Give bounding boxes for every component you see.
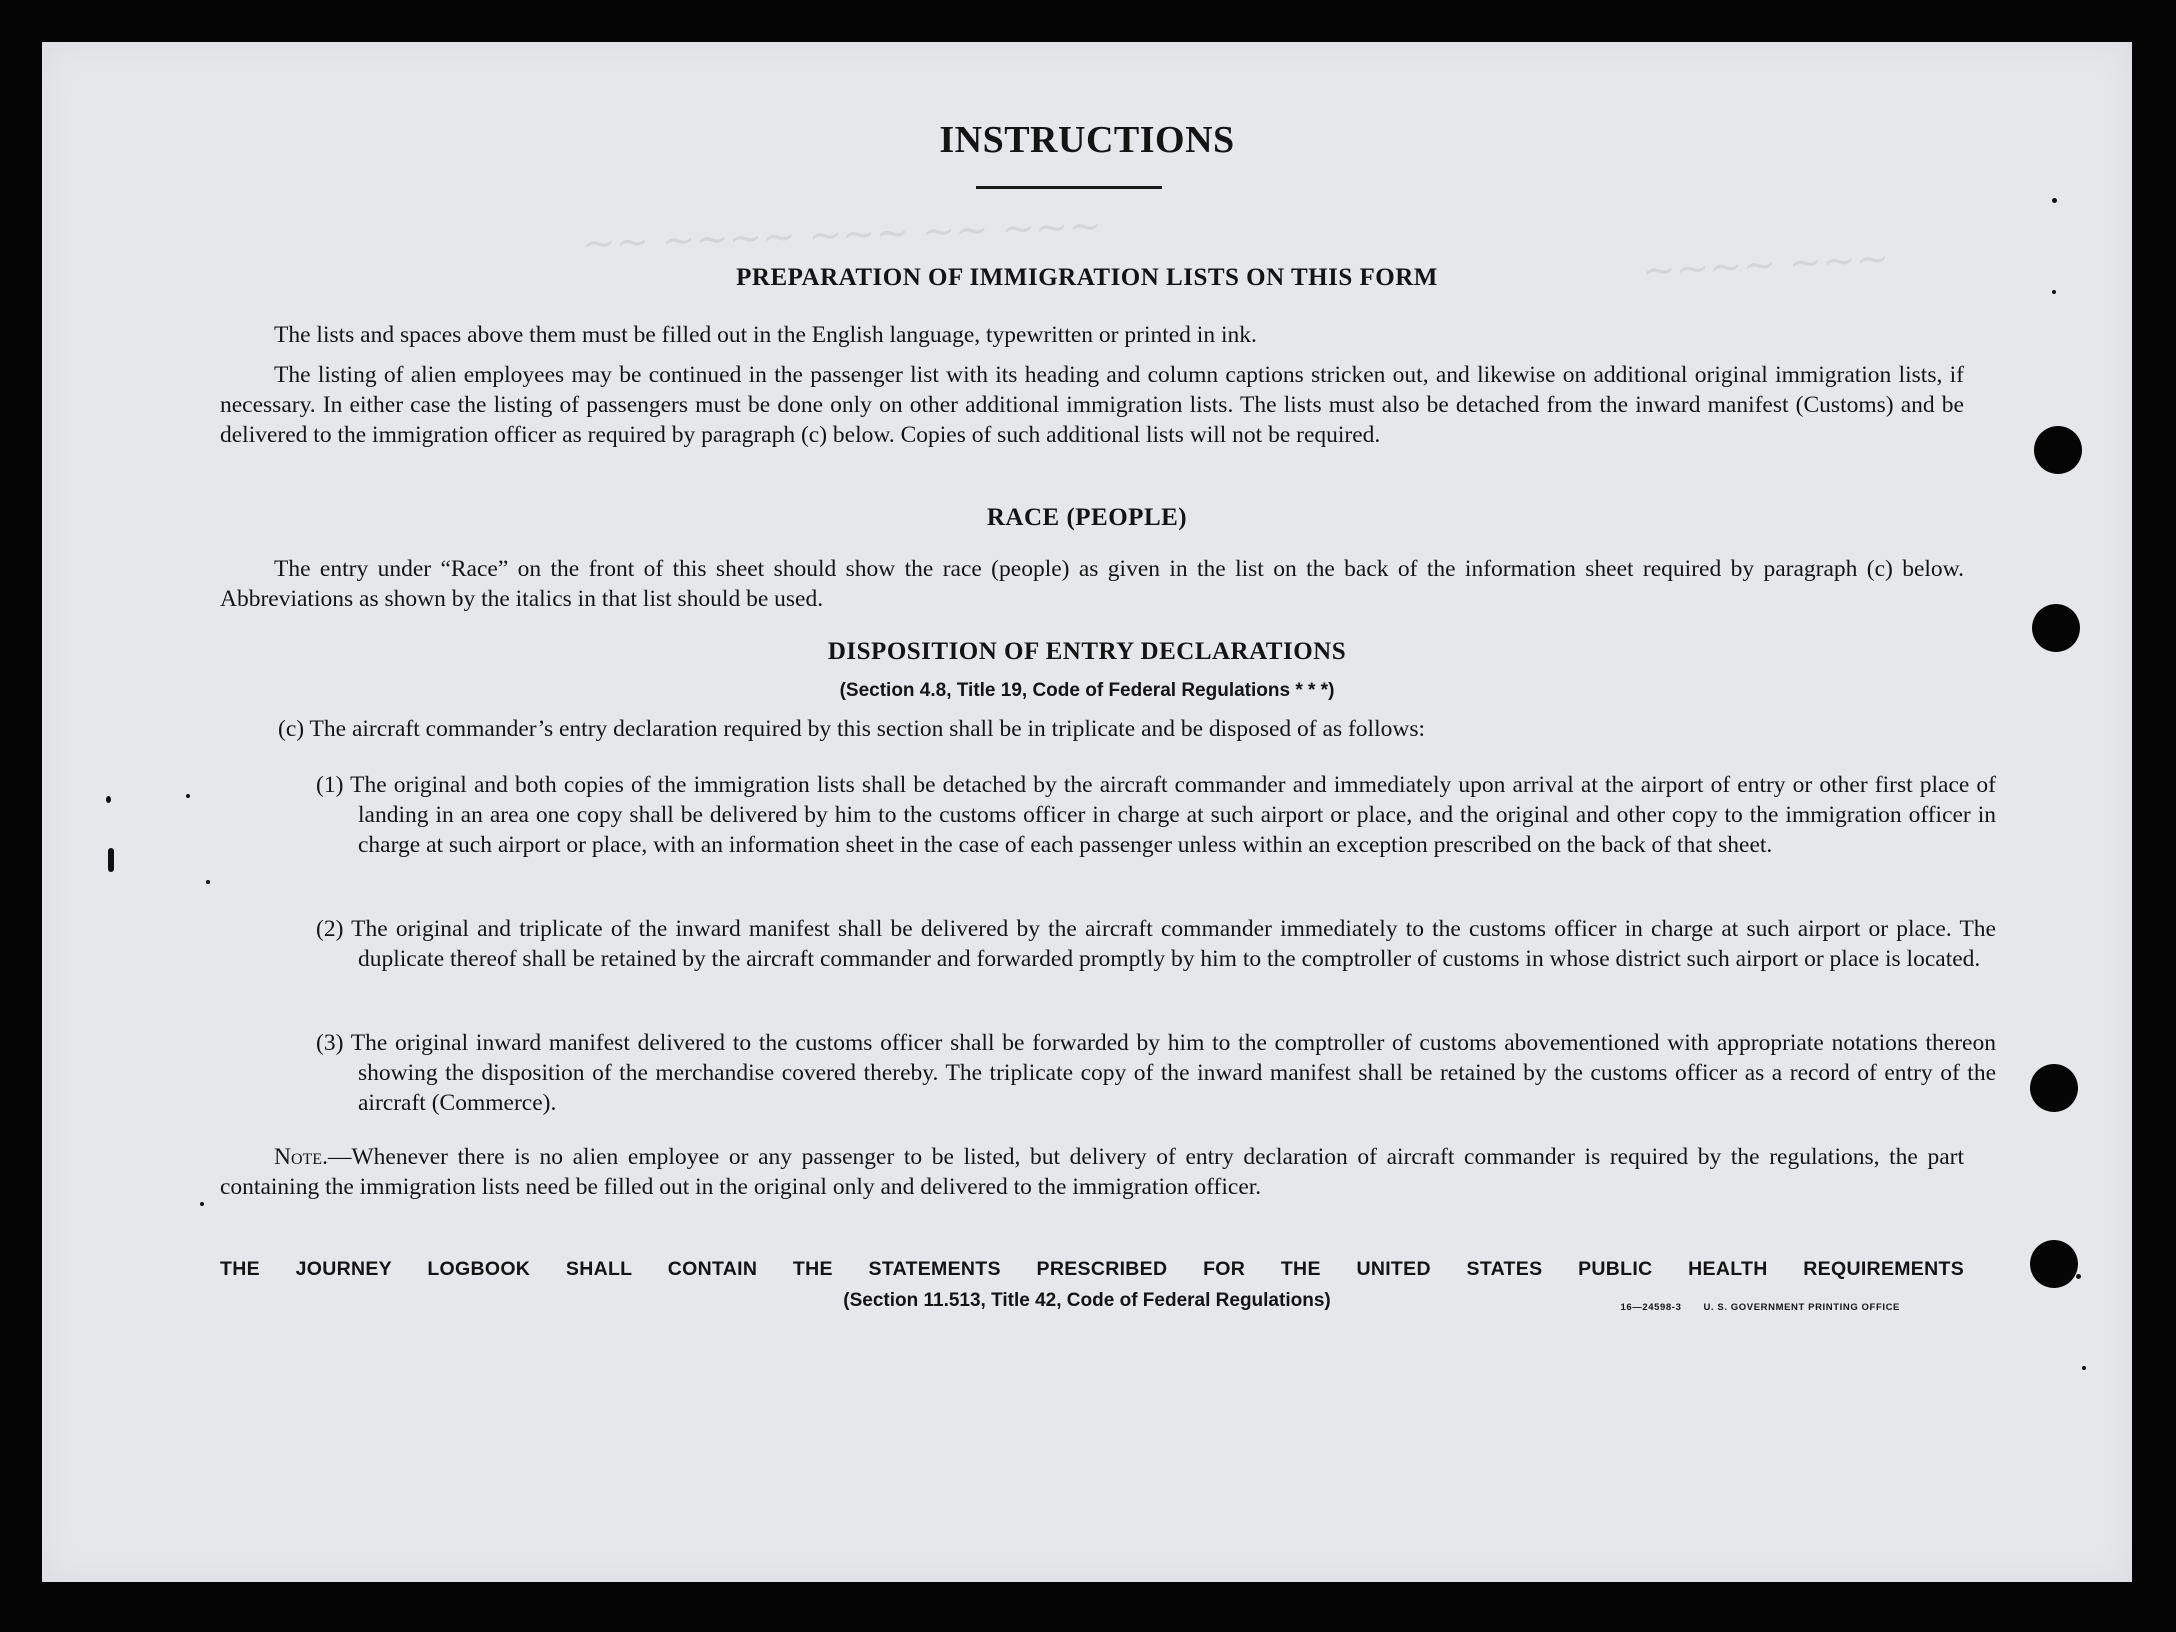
disposition-intro: (c) The aircraft commander’s entry declaration required by this section shall be in triplicate and be disposed of as follows: [278,716,1425,742]
note-paragraph [220,1142,1964,1202]
disposition-heading: DISPOSITION OF ENTRY DECLARATIONS [827,638,1347,665]
speck-mark [2082,1366,2086,1370]
binder-hole [2034,426,2082,474]
speck-mark [106,796,111,803]
document-page [42,42,2132,1582]
printer-imprint [1621,1302,1900,1313]
health-statement: THE JOURNEY LOGBOOK SHALL CONTAIN THE STATEMENTS PRESCRIBED FOR THE UNITED STATES PUBLIC HEALTH REQUIREMENTS [220,1258,1964,1280]
disposition-item-3: (3) The original inward manifest delivered to the customs officer shall be forwarded by him to the comptroller of customs abovementioned with appropriate notations thereon showing the disposition of the merchandise covered thereby. The triplicate copy of the inward manifest shall be retained by the customs officer as a record of entry of the aircraft (Commerce). [316,1030,1996,1116]
speck-mark [2076,1274,2081,1279]
disposition-item-2: (2) The original and triplicate of the inward manifest shall be delivered by the aircraft commander immediately to the customs officer in charge at such airport or place. The duplicate thereof shall be retained by the aircraft commander and forwarded promptly by him to the comptroller of customs in whose district such airport or place is located. [316,916,1996,972]
binder-hole [2030,1064,2078,1112]
disposition-citation: (Section 4.8, Title 19, Code of Federal Regulations * * *) [839,680,1335,701]
speck-mark [108,848,114,872]
race-paragraph: The entry under “Race” on the front of this sheet should show the race (people) as given in the list on the back of the information sheet required by paragraph (c) below. Abbreviations as shown by the italics in that list should be used. [220,556,1964,612]
binder-hole [2032,604,2080,652]
health-citation: (Section 11.513, Title 42, Code of Federal Regulations) [843,1290,1331,1311]
printing-office: U. S. GOVERNMENT PRINTING OFFICE [1703,1302,1900,1313]
note-label: Note. [274,1144,328,1170]
bleed-through-handwriting: ~~ ~~~~ ~~~ ~~ ~~~ [581,202,1103,268]
speck-mark [200,1202,204,1206]
preparation-paragraph-1: The lists and spaces above them must be filled out in the English language, typewritten or printed in ink. [274,322,1257,348]
title-underline [976,186,1162,189]
binder-hole [2030,1240,2078,1288]
preparation-heading: PREPARATION OF IMMIGRATION LISTS ON THIS FORM [736,264,1438,291]
speck-mark [186,794,190,798]
note-text: —Whenever there is no alien employee or any passenger to be listed, but delivery of entry declaration of aircraft commander is required by the regulations, the part containing the immigration lists need be filled out in the original only and delivered to the immigration officer. [220,1144,1964,1200]
speck-mark [206,880,210,884]
bleed-through-handwriting: ~~~~ ~~~ [1640,235,1891,295]
speck-mark [2052,290,2056,294]
form-number: 16—24598-3 [1620,1302,1682,1313]
disposition-item-1: (1) The original and both copies of the immigration lists shall be detached by the aircraft commander and immediately upon arrival at the airport of entry or other first place of landing in an area one copy shall be delivered by him to the customs officer in charge at such airport or place, and the original and other copy to the immigration officer in charge at such airport or place, with an information sheet in the case of each passenger unless within an exception prescribed on the back of that sheet. [316,772,1996,858]
race-heading: RACE (PEOPLE) [986,504,1188,531]
page-title: INSTRUCTIONS [939,119,1235,161]
preparation-paragraph-2: The listing of alien employees may be continued in the passenger list with its heading and column captions stricken out, and likewise on additional original immigration lists, if necessary. In either case the listing of passengers must be done only on other additional immigration lists. The lists must also be detached from the inward manifest (Customs) and be delivered to the immigration officer as required by paragraph (c) below. Copies of such additional lists will not be required. [220,362,1964,448]
speck-mark [2052,198,2057,203]
